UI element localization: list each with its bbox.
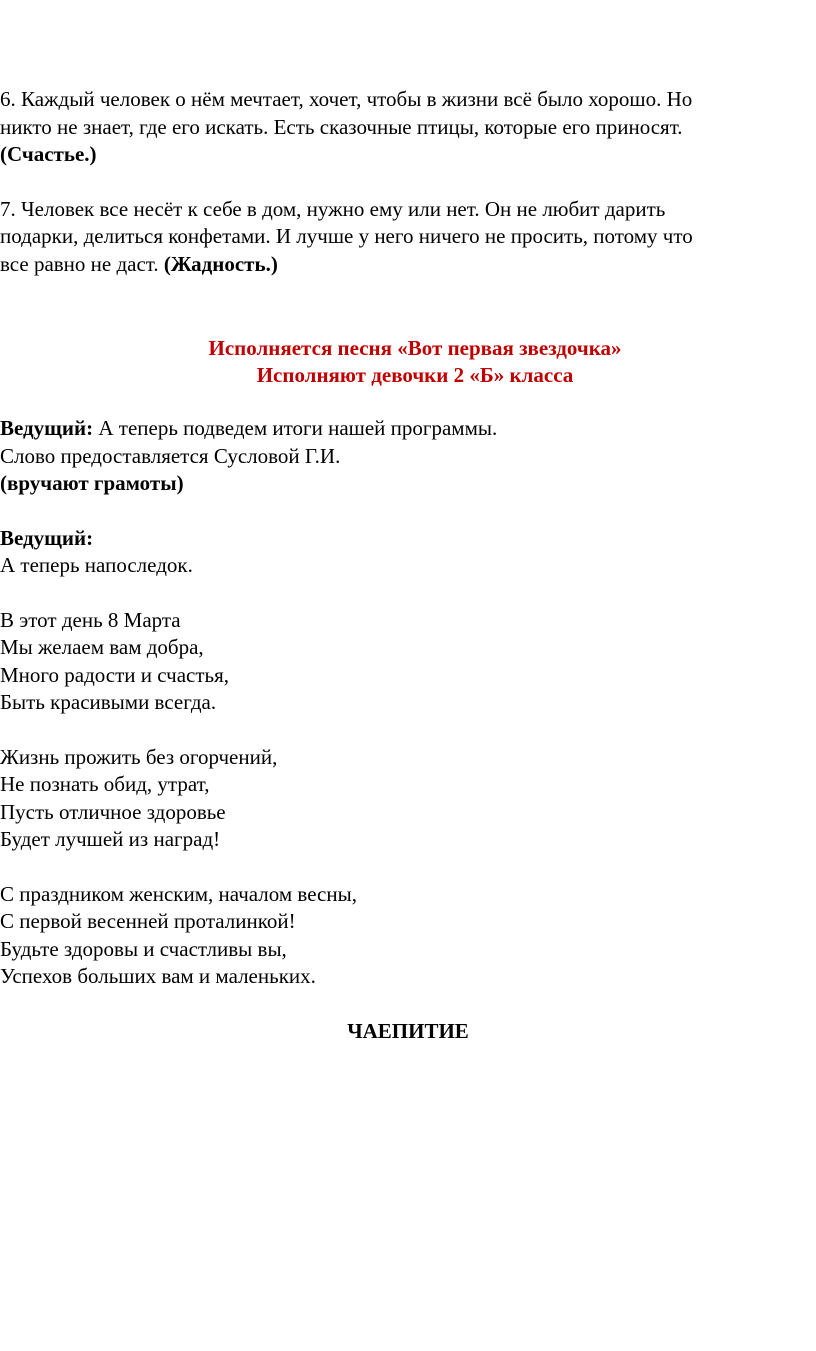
poem-stanza-1: [0, 607, 816, 717]
host-1-label: Ведущий:: [0, 416, 94, 440]
poem-line: Будет лучшей из наград!: [0, 827, 221, 851]
poem-line: Не познать обид, утрат,: [0, 772, 210, 796]
document-page: [0, 86, 816, 1045]
host-2-line-1: А теперь напоследок.: [0, 553, 193, 577]
poem-line: Жизнь прожить без огорчений,: [0, 744, 278, 769]
song-performers: Исполняют девочки 2 «Б» класса: [256, 363, 574, 387]
riddle-7-answer: (Жадность.): [163, 251, 278, 276]
poem-stanza-2: [0, 744, 816, 854]
riddle-7-line-3: [0, 251, 816, 279]
host-speech-2: [0, 525, 816, 580]
riddle-6-line-1: 6. Каждый человек о нём мечтает, хочет, чтобы в жизни всё было хорошо. Но: [0, 87, 693, 111]
song-title: Исполняется песня «Вот первая звездочка»: [208, 336, 622, 360]
poem-line: Пусть отличное здоровье: [0, 799, 226, 824]
riddle-7: [0, 196, 816, 279]
riddle-6-line-2: никто не знает, где его искать. Есть сказочные птицы, которые его приносят.: [0, 114, 683, 139]
riddle-6-answer: (Счастье.): [0, 142, 97, 166]
host-2-label: Ведущий:: [0, 525, 94, 550]
closing-heading: ЧАЕПИТИЕ: [347, 1018, 469, 1043]
poem-line: Мы желаем вам добра,: [0, 635, 204, 659]
poem-line: Быть красивыми всегда.: [0, 690, 217, 714]
host-1-text: А теперь подведем итоги нашей программы.: [93, 416, 498, 440]
host-speech-1: [0, 415, 816, 498]
riddle-7-line-2: подарки, делиться конфетами. И лучше у него ничего не просить, потому что: [0, 224, 693, 248]
riddle-7-line-1: 7. Человек все несёт к себе в дом, нужно ему или нет. Он не любит дарить: [0, 196, 666, 221]
riddle-7-line-3-text: все равно не даст.: [0, 251, 164, 276]
poem-stanza-3: [0, 881, 816, 991]
poem-line: С первой весенней проталинкой!: [0, 909, 296, 933]
host-1-action: (вручают грамоты): [0, 471, 184, 495]
host-1-line-2: Слово предоставляется Сусловой Г.И.: [0, 443, 341, 468]
poem-line: Много радости и счастья,: [0, 662, 230, 687]
riddle-6: [0, 86, 816, 169]
poem-line: Будьте здоровы и счастливы вы,: [0, 936, 287, 961]
song-announcement: [0, 335, 816, 389]
host-1-line-1: [0, 415, 816, 443]
poem-line: С праздником женским, началом весны,: [0, 881, 357, 906]
poem-line: Успехов больших вам и маленьких.: [0, 964, 316, 988]
poem-line: В этот день 8 Марта: [0, 607, 181, 632]
